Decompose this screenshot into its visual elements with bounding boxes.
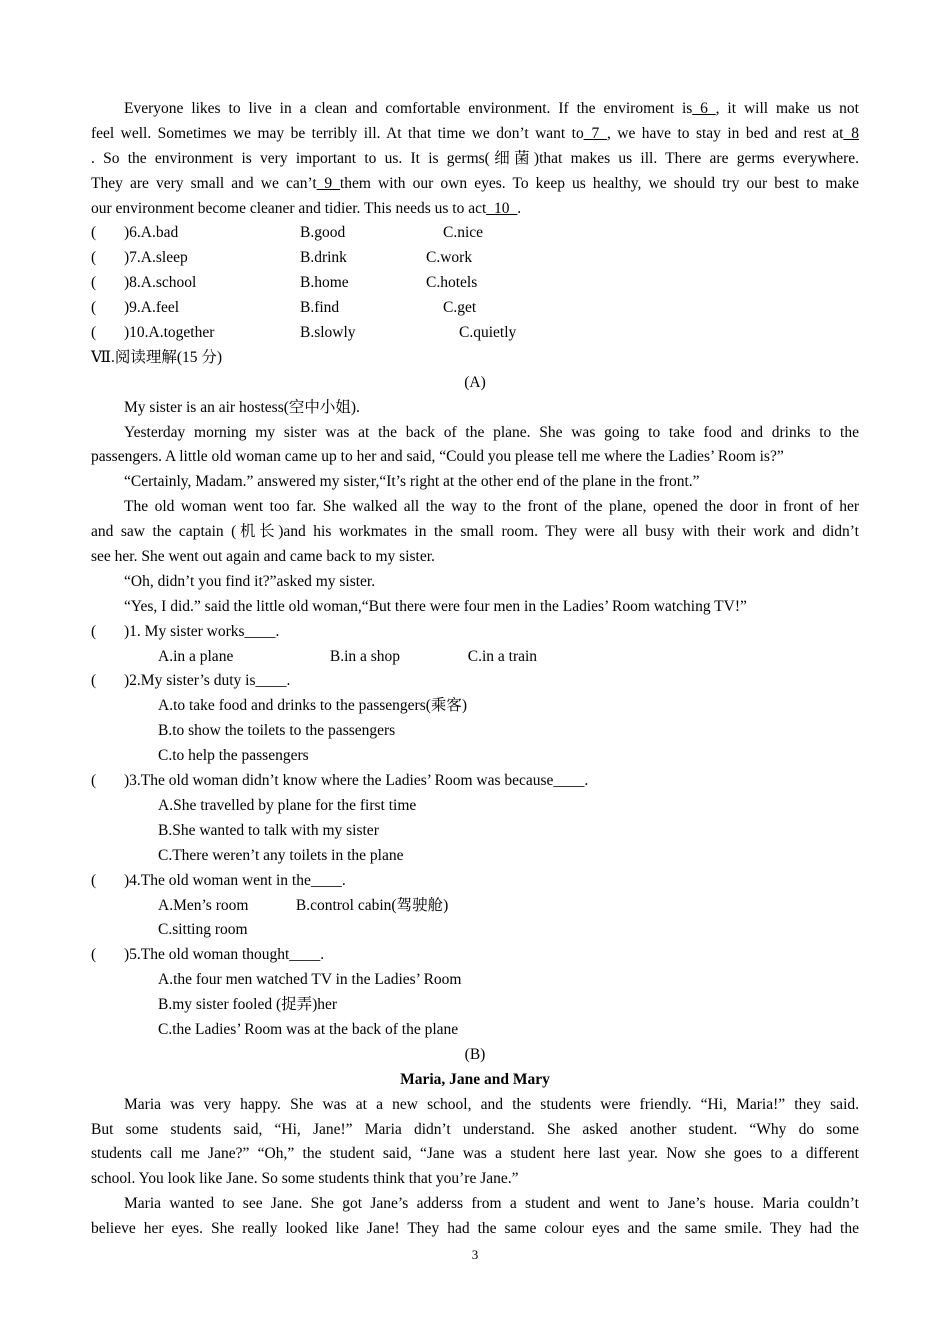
paragraph-line: school. You look like Jane. So some students think that you’re Jane.” — [91, 1170, 519, 1188]
passage-b — [91, 1093, 859, 1242]
question-options — [91, 894, 859, 919]
question-options — [91, 645, 859, 670]
paragraph-line: “Oh, didn’t you find it?”asked my sister. — [124, 572, 376, 590]
passage-b-title: Maria, Jane and Mary — [400, 1070, 550, 1088]
paragraph-line: Everyone likes to live in a clean and comfortable environment. If the enviroment is_6_, it will make us not — [124, 100, 859, 117]
passage-a-label: (A) — [464, 373, 486, 391]
question-stem: ( )5.The old woman thought____. — [91, 946, 325, 964]
option-c: C.get — [443, 299, 477, 317]
option-c: C.quietly — [459, 324, 517, 342]
paragraph-line: Maria was very happy. She was at a new school, and the students were friendly. “Hi, Maria!” they said. — [124, 1095, 859, 1113]
paragraph-line: . So the environment is very important to us. It is germs(细菌)that makes us ill. There are germs everywhere. — [91, 149, 859, 167]
option-a: )9.A.feel — [124, 299, 180, 317]
question-row: ( )10.A.together B.slowly C.quietly — [91, 321, 859, 346]
cloze-questions — [91, 221, 859, 345]
paragraph-line: Yesterday morning my sister was at the back of the plane. She was going to take food and drinks to the — [124, 423, 859, 441]
question-row: ( )9.A.feel B.find C.get — [91, 296, 859, 321]
question-stem: ( )2.My sister’s duty is____. — [91, 672, 291, 690]
paragraph-line: “Certainly, Madam.” answered my sister,“It’s right at the other end of the plane in the front.” — [124, 473, 700, 491]
option-c: C.in a train — [467, 647, 538, 665]
page-number: 3 — [471, 1247, 479, 1262]
question-row: ( )8.A.school B.home C.hotels — [91, 271, 859, 296]
option-c: C.sitting room — [158, 921, 248, 939]
option-c: C.hotels — [426, 274, 478, 292]
paragraph-line: “Yes, I did.” said the little old woman,“But there were four men in the Ladies’ Room watching TV!” — [124, 597, 747, 615]
option-b: B.good — [300, 224, 346, 242]
option-c: C.There weren’t any toilets in the plane — [158, 846, 404, 864]
passage-a-questions — [91, 620, 859, 1043]
option-b: B.find — [300, 299, 340, 317]
paragraph-line: But some students said, “Hi, Jane!” Maria didn’t understand. She asked another student. “Why do some — [91, 1120, 859, 1138]
option-a: A.in a plane — [158, 647, 234, 665]
option-b: B.to show the toilets to the passengers — [158, 722, 396, 740]
question-row: ( )6.A.bad B.good C.nice — [91, 221, 859, 246]
paragraph-line: The old woman went too far. She walked all the way to the front of the plane, opened the door in front of her — [124, 498, 859, 516]
question-row: ( )7.A.sleep B.drink C.work — [91, 246, 859, 271]
paragraph-line: Maria wanted to see Jane. She got Jane’s adderss from a student and went to Jane’s house. Maria couldn’t — [124, 1195, 859, 1213]
paragraph-line: see her. She went out again and came back to my sister. — [91, 548, 435, 566]
option-a: A.She travelled by plane for the first time — [158, 796, 417, 814]
section-title: Ⅶ.阅读理解(15 分) — [91, 348, 223, 366]
question-stem: ( )4.The old woman went in the____. — [91, 871, 346, 889]
paragraph-line: passengers. A little old woman came up to her and said, “Could you please tell me where the Ladies’ Room is?” — [91, 448, 784, 466]
paragraph-line: feel well. Sometimes we may be terribly ill. At that time we don’t want to_7_, we have to stay in bed and rest at_8 — [91, 124, 859, 142]
blank-6: _6_ — [692, 100, 716, 117]
blank-10: _10_ — [486, 199, 518, 217]
option-b: B.my sister fooled (捉弄)her — [158, 996, 338, 1014]
option-c: C.nice — [443, 224, 484, 242]
option-b: B.control cabin(驾驶舱) — [295, 896, 449, 914]
option-b: B.in a shop — [329, 647, 401, 665]
option-a: )10.A.together — [124, 324, 215, 342]
blank-8: _8 — [843, 124, 859, 142]
cloze-passage — [91, 97, 859, 221]
blank-7: _7_ — [583, 124, 607, 142]
paragraph-line: our environment become cleaner and tidier. This needs us to act_10_. — [91, 199, 522, 217]
question-stem: ( )3.The old woman didn’t know where the Ladies’ Room was because____. — [91, 772, 589, 790]
option-a: )6.A.bad — [124, 224, 179, 242]
option-b: B.drink — [300, 249, 347, 267]
option-c: C.the Ladies’ Room was at the back of the plane — [158, 1020, 459, 1038]
paragraph-line: My sister is an air hostess(空中小姐). — [124, 398, 360, 416]
passage-b-label: (B) — [464, 1045, 486, 1063]
paragraph-line: They are very small and we can’t_9_them with our own eyes. To keep us healthy, we should try our best to make — [91, 174, 860, 192]
option-c: C.to help the passengers — [158, 747, 309, 765]
paragraph-line: and saw the captain (机长)and his workmates in the small room. They were all busy with their work and didn’t — [91, 523, 859, 541]
option-b: B.home — [300, 274, 349, 292]
option-a: A.Men’s room — [158, 896, 249, 914]
question-stem: ( )1. My sister works____. — [91, 622, 280, 640]
option-a: A.the four men watched TV in the Ladies’ Room — [158, 971, 462, 989]
option-b: B.slowly — [300, 324, 356, 342]
blank-9: _9_ — [316, 174, 340, 192]
paragraph-line: students call me Jane?” “Oh,” the student said, “Jane was a student here last year. Now she goes to a different — [91, 1145, 859, 1163]
option-c: C.work — [426, 249, 473, 267]
passage-a — [91, 396, 859, 620]
option-a: )8.A.school — [124, 274, 197, 292]
option-a: )7.A.sleep — [124, 249, 188, 267]
paragraph-line: believe her eyes. She really looked like Jane! They had the same colour eyes and the same smile. They had the — [91, 1220, 859, 1238]
option-a: A.to take food and drinks to the passengers(乘客) — [158, 697, 468, 715]
option-b: B.She wanted to talk with my sister — [158, 821, 379, 839]
document-page — [91, 97, 859, 1242]
